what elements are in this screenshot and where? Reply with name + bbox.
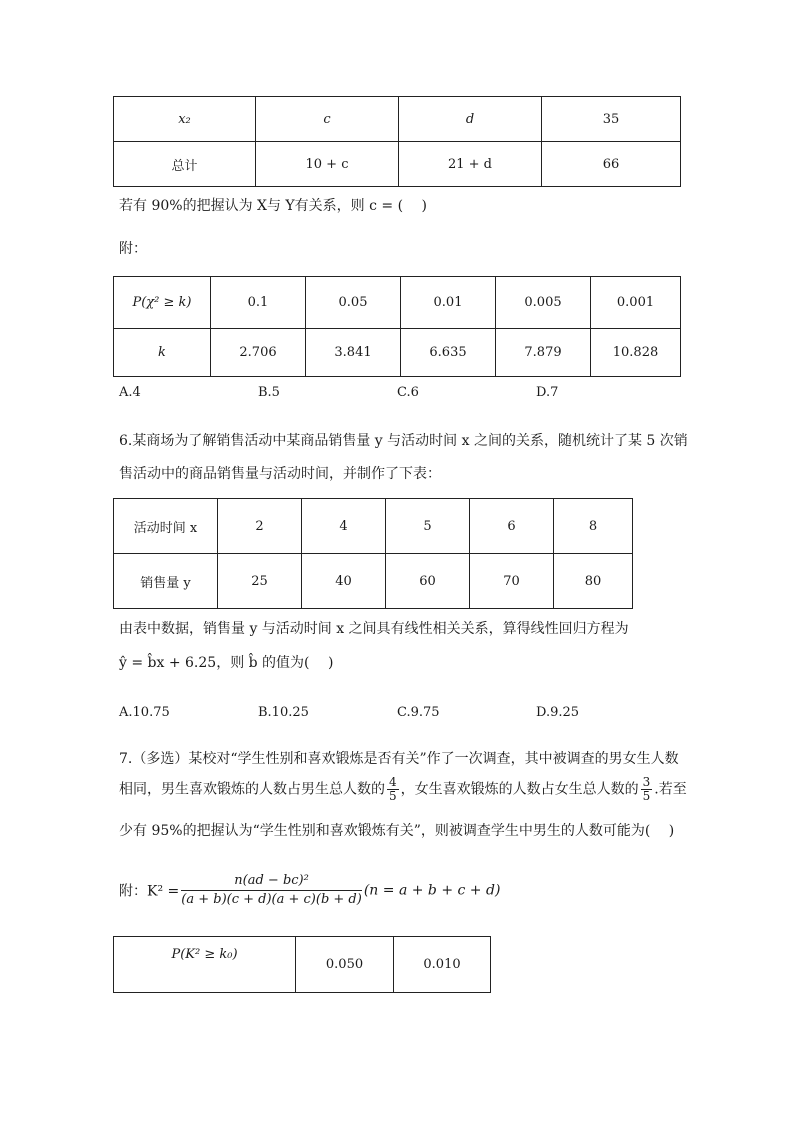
- table-cell: 4: [302, 499, 386, 554]
- table-cell: c: [256, 97, 399, 142]
- q6-option-b: B.10.25: [258, 705, 309, 720]
- q6-option-a: A.10.75: [119, 705, 170, 720]
- table-cell: 3.841: [306, 329, 401, 377]
- fraction-denominator: 5: [642, 789, 651, 803]
- formula-denominator: (a + b)(c + d)(a + c)(b + d): [181, 892, 362, 907]
- table-cell: 80: [554, 554, 633, 609]
- fraction-four-fifths: [387, 776, 399, 803]
- q7-line2-text-a: 相同，男生喜欢锻炼的人数占男生总人数的: [119, 781, 385, 798]
- q5-option-a: A.4: [119, 385, 141, 400]
- k-squared-critical-table: [113, 936, 491, 993]
- k-squared-fraction: [181, 872, 362, 909]
- table-cell: 8: [554, 499, 633, 554]
- q6-regression-line: ŷ = b̂x + 6.25，则 b̂ 的值为( ): [119, 655, 334, 671]
- table-cell: k: [114, 329, 211, 377]
- table-cell: 10 + c: [256, 142, 399, 187]
- q5-option-b: B.5: [258, 385, 280, 400]
- table-cell: 0.005: [496, 277, 591, 329]
- table-cell: 2: [218, 499, 302, 554]
- fraction-three-fifths: [641, 776, 653, 803]
- q6-stem-line2: 售活动中的商品销售量与活动时间，并制作了下表：: [119, 466, 441, 482]
- table-cell: 6: [470, 499, 554, 554]
- table-cell: 总计: [114, 142, 256, 187]
- chi-square-critical-table: [113, 276, 681, 377]
- q5-option-d: D.7: [536, 385, 559, 400]
- table-cell: 0.05: [306, 277, 401, 329]
- q6-stem-line1: 6.某商场为了解销售活动中某商品销售量 y 与活动时间 x 之间的关系，随机统计了某 5 次销: [119, 433, 688, 449]
- q7-formula: [119, 872, 500, 909]
- table-cell: 0.001: [591, 277, 681, 329]
- contingency-table-continued: [113, 96, 681, 187]
- formula-prefix: 附：K² =: [119, 883, 180, 900]
- table-cell: 5: [386, 499, 470, 554]
- q7-stem-line1: 7.（多选）某校对“学生性别和喜欢锻炼是否有关”作了一次调查，其中被调查的男女生人数: [119, 751, 679, 767]
- table-cell: 销售量 y: [114, 554, 218, 609]
- formula-numerator: n(ad − bc)²: [181, 872, 362, 891]
- table-cell: 66: [542, 142, 681, 187]
- q6-option-d: D.9.25: [536, 705, 580, 720]
- table-cell: 40: [302, 554, 386, 609]
- q7-stem-line2: [119, 776, 687, 803]
- q5-appendix-label: 附：: [119, 241, 147, 257]
- q6-option-c: C.9.75: [397, 705, 440, 720]
- table-cell: P(χ² ≥ k): [114, 277, 211, 329]
- fraction-numerator: 4: [389, 775, 397, 789]
- sales-activity-table: [113, 498, 633, 609]
- formula-suffix: (n = a + b + c + d): [363, 882, 501, 899]
- table-cell: 0.01: [401, 277, 496, 329]
- table-cell: d: [399, 97, 542, 142]
- table-cell: 0.1: [211, 277, 306, 329]
- q7-line2-text-b: ，女生喜欢锻炼的人数占女生总人数的: [400, 781, 639, 798]
- q7-stem-line3: 少有 95%的把握认为“学生性别和喜欢锻炼有关”，则被调查学生中男生的人数可能为( ): [119, 823, 675, 839]
- q5-stem: 若有 90%的把握认为 X与 Y有关系，则 c = ( ): [119, 198, 427, 214]
- table-cell: 35: [542, 97, 681, 142]
- q7-line2-text-c: .若至: [654, 781, 687, 798]
- table-cell: 7.879: [496, 329, 591, 377]
- table-cell: 25: [218, 554, 302, 609]
- table-cell: 60: [386, 554, 470, 609]
- table-cell: 0.010: [394, 937, 491, 993]
- q6-after-line1: 由表中数据，销售量 y 与活动时间 x 之间具有线性相关关系，算得线性回归方程为: [119, 621, 629, 637]
- table-cell: 活动时间 x: [114, 499, 218, 554]
- table-cell: 0.050: [296, 937, 394, 993]
- q5-option-c: C.6: [397, 385, 419, 400]
- table-cell: 70: [470, 554, 554, 609]
- table-cell: 2.706: [211, 329, 306, 377]
- table-cell: 10.828: [591, 329, 681, 377]
- fraction-numerator: 3: [642, 775, 651, 789]
- table-cell: x₂: [114, 97, 256, 142]
- fraction-denominator: 5: [389, 789, 397, 803]
- table-cell: 6.635: [401, 329, 496, 377]
- table-cell: P(K² ≥ k₀): [114, 937, 296, 993]
- table-cell: 21 + d: [399, 142, 542, 187]
